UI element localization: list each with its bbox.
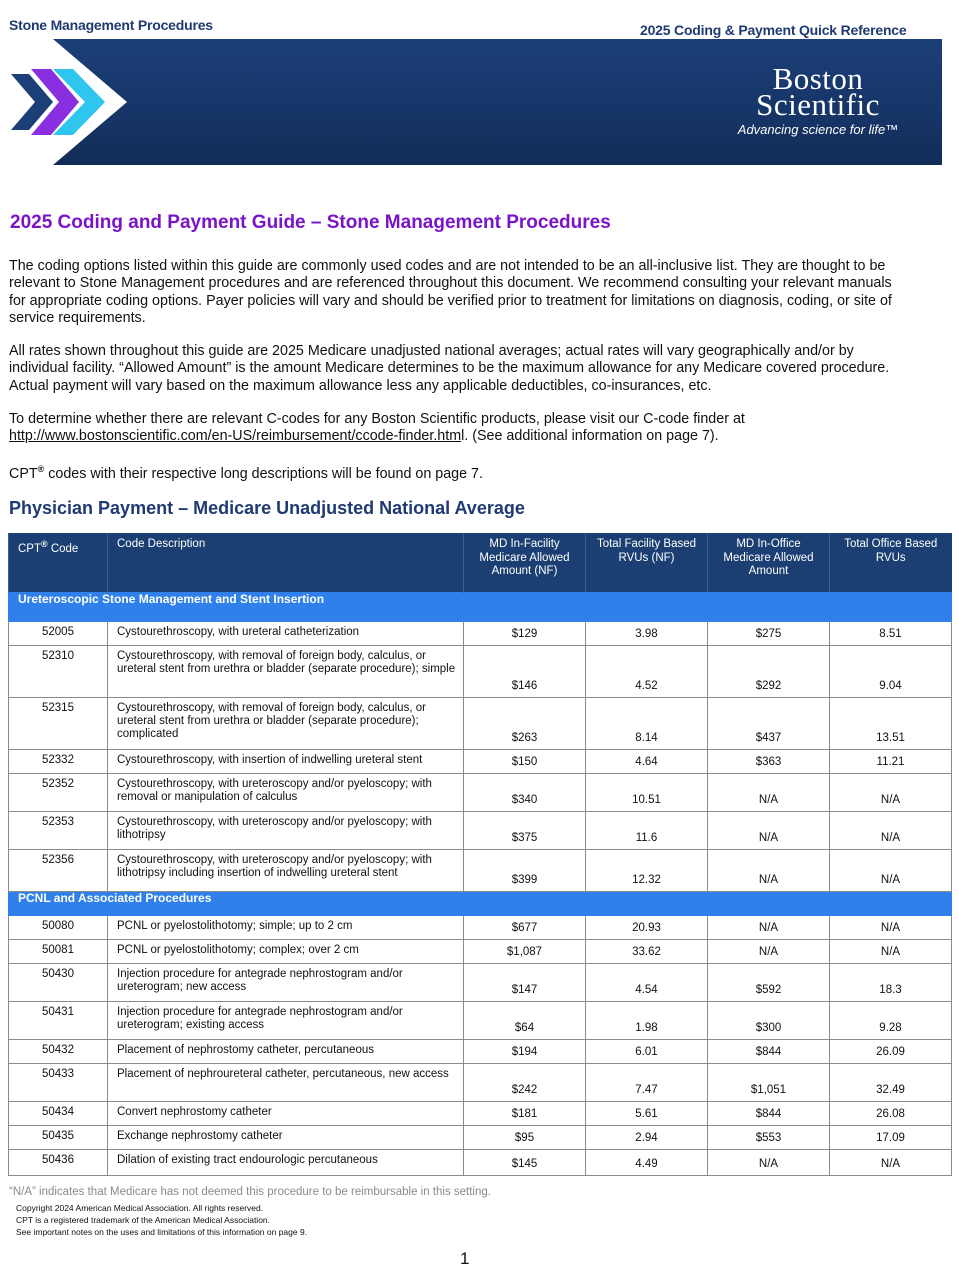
cpt-code-cell: 50435 [9,1125,108,1149]
description-cell: Placement of nephroureteral catheter, percutaneous, new access [108,1063,464,1101]
description-cell: Cystourethroscopy, with ureteroscopy and/or pyeloscopy; with lithotripsy including insertion of indwelling ureteral stent [108,849,464,891]
description-cell: Dilation of existing tract endourologic percutaneous [108,1149,464,1175]
office-rvus-cell: N/A [830,1149,952,1175]
ccode-text: To determine whether there are relevant C-codes for any Boston Scientific products, please visit our C-code finder at [9,411,745,427]
cpt-label: CPT [9,465,38,482]
trademark-note: CPT is a registered trademark of the American Medical Association. [16,1215,271,1225]
logo-tagline: Advancing science for life™ [737,122,899,137]
description-cell: Cystourethroscopy, with ureteroscopy and/or pyeloscopy; with lithotripsy [108,811,464,849]
table-row [9,915,952,939]
logo-text-scientific: Scientific [756,87,880,122]
chevron-arrows-graphic [9,39,149,165]
cpt-code-cell: 52356 [9,849,108,891]
table-row [9,697,952,749]
rates-paragraph: All rates shown throughout this guide are 2025 Medicare unadjusted national averages; actual rates will vary geographically and/or by individual facility. “Allowed Amount” is the amount Medicare determines to be the maximum allowance for any Medicare covered procedure. Actual payment will vary based on the maximum allowance less any applicable deductibles, co-insurances, etc. [9,343,890,394]
header-md-in-facility: MD In-Facility Medicare Allowed Amount (NF) [464,533,586,592]
table-group-row [9,592,952,621]
table-header-row [9,533,952,592]
header-md-in-office: MD In-Office Medicare Allowed Amount [708,533,830,592]
table-row [9,645,952,697]
cpt-code-cell: 50433 [9,1063,108,1101]
page-number: 1 [460,1249,470,1268]
guide-title: 2025 Coding and Payment Guide – Stone Management Procedures [10,212,611,233]
table-row [9,773,952,811]
md-office-amount-cell: N/A [708,849,830,891]
office-rvus-cell: 32.49 [830,1063,952,1101]
description-cell: Cystourethroscopy, with removal of foreign body, calculus, or ureteral stent from urethra or bladder (separate procedure); simple [108,645,464,697]
description-cell: Cystourethroscopy, with ureteroscopy and/or pyeloscopy; with removal or manipulation of calculus [108,773,464,811]
description-cell: PCNL or pyelostolithotomy; simple; up to 2 cm [108,915,464,939]
office-rvus-cell: 26.08 [830,1101,952,1125]
limitations-note: See important notes on the uses and limitations of this information on page 9. [16,1227,308,1237]
facility-rvus-cell: 1.98 [586,1001,708,1039]
table-row [9,849,952,891]
md-office-amount-cell: $275 [708,621,830,645]
table-row [9,749,952,773]
description-cell: Convert nephrostomy catheter [108,1101,464,1125]
table-row [9,1063,952,1101]
md-facility-amount-cell: $263 [464,697,586,749]
table-group-row [9,891,952,915]
facility-rvus-cell: 20.93 [586,915,708,939]
cpt-code-cell: 52005 [9,621,108,645]
header-banner [9,39,942,165]
office-rvus-cell: 9.04 [830,645,952,697]
office-rvus-cell: N/A [830,915,952,939]
facility-rvus-cell: 5.61 [586,1101,708,1125]
cpt-note-paragraph [9,461,909,483]
facility-rvus-cell: 33.62 [586,939,708,963]
md-office-amount-cell: $300 [708,1001,830,1039]
cpt-note-text: codes with their respective long descriptions will be found on page 7. [44,465,483,482]
office-rvus-cell: 13.51 [830,697,952,749]
table-row [9,1001,952,1039]
section-title: Physician Payment – Medicare Unadjusted National Average [9,498,525,518]
office-rvus-cell: 11.21 [830,749,952,773]
table-row [9,1125,952,1149]
intro-paragraph: The coding options listed within this guide are commonly used codes and are not intended to be an all-inclusive list. They are thought to be relevant to Stone Management procedures and are referenced throughout this document. We recommend consulting your relevant manuals for appropriate coding options. Payer policies will vary and should be verified prior to treatment for limitations on diagnosis, coding, or site of service requirements. [9,258,892,327]
cpt-code-cell: 50436 [9,1149,108,1175]
md-facility-amount-cell: $147 [464,963,586,1001]
md-facility-amount-cell: $399 [464,849,586,891]
facility-rvus-cell: 8.14 [586,697,708,749]
logo-text-boston: Boston [772,61,864,96]
table-group-label: PCNL and Associated Procedures [9,891,952,915]
md-facility-amount-cell: $181 [464,1101,586,1125]
md-office-amount-cell: $844 [708,1039,830,1063]
payment-table [8,533,952,1176]
md-facility-amount-cell: $129 [464,621,586,645]
md-office-amount-cell: $844 [708,1101,830,1125]
ccode-paragraph [9,411,909,446]
description-cell: Injection procedure for antegrade nephrostogram and/or ureterogram; existing access [108,1001,464,1039]
md-facility-amount-cell: $340 [464,773,586,811]
header-total-office-rvus: Total Office Based RVUs [830,533,952,592]
md-facility-amount-cell: $677 [464,915,586,939]
md-office-amount-cell: N/A [708,915,830,939]
md-facility-amount-cell: $1,087 [464,939,586,963]
md-facility-amount-cell: $146 [464,645,586,697]
na-footnote: “N/A” indicates that Medicare has not deemed this procedure to be reimbursable in this setting. [9,1186,491,1198]
office-rvus-cell: 26.09 [830,1039,952,1063]
md-facility-amount-cell: $145 [464,1149,586,1175]
office-rvus-cell: 8.51 [830,621,952,645]
table-row [9,1101,952,1125]
facility-rvus-cell: 10.51 [586,773,708,811]
cpt-code-cell: 52352 [9,773,108,811]
table-row [9,939,952,963]
facility-rvus-cell: 2.94 [586,1125,708,1149]
md-facility-amount-cell: $375 [464,811,586,849]
description-cell: Cystourethroscopy, with insertion of indwelling ureteral stent [108,749,464,773]
facility-rvus-cell: 6.01 [586,1039,708,1063]
md-facility-amount-cell: $242 [464,1063,586,1101]
md-office-amount-cell: $363 [708,749,830,773]
md-facility-amount-cell: $95 [464,1125,586,1149]
cpt-code-cell: 50080 [9,915,108,939]
md-office-amount-cell: $592 [708,963,830,1001]
facility-rvus-cell: 3.98 [586,621,708,645]
cpt-code-cell: 50434 [9,1101,108,1125]
header-code-description: Code Description [108,533,464,592]
facility-rvus-cell: 4.64 [586,749,708,773]
header-cpt-code: CPT® Code [9,533,108,592]
md-office-amount-cell: $1,051 [708,1063,830,1101]
office-rvus-cell: N/A [830,849,952,891]
facility-rvus-cell: 4.54 [586,963,708,1001]
ccode-text-after: l. (See additional information on page 7). [461,428,719,445]
boston-scientific-logo [718,61,918,137]
table-row [9,963,952,1001]
table-row [9,1149,952,1175]
cpt-code-cell: 50432 [9,1039,108,1063]
facility-rvus-cell: 7.47 [586,1063,708,1101]
cpt-code-cell: 52315 [9,697,108,749]
registered-mark: ® [37,464,45,474]
facility-rvus-cell: 4.49 [586,1149,708,1175]
description-cell: Cystourethroscopy, with ureteral catheterization [108,621,464,645]
cpt-code-cell: 52353 [9,811,108,849]
table-row [9,621,952,645]
office-rvus-cell: N/A [830,811,952,849]
office-rvus-cell: 9.28 [830,1001,952,1039]
description-cell: Injection procedure for antegrade nephrostogram and/or ureterogram; new access [108,963,464,1001]
description-cell: Placement of nephrostomy catheter, percutaneous [108,1039,464,1063]
md-office-amount-cell: $437 [708,697,830,749]
table-group-label: Ureteroscopic Stone Management and Stent Insertion [9,592,952,621]
md-facility-amount-cell: $150 [464,749,586,773]
table-row [9,811,952,849]
md-facility-amount-cell: $194 [464,1039,586,1063]
md-facility-amount-cell: $64 [464,1001,586,1039]
description-cell: Cystourethroscopy, with removal of foreign body, calculus, or ureteral stent from urethra or bladder (separate procedure); complicated [108,697,464,749]
md-office-amount-cell: $553 [708,1125,830,1149]
quick-reference-title: 2025 Coding & Payment Quick Reference [640,22,907,38]
cpt-code-cell: 50431 [9,1001,108,1039]
cpt-code-cell: 52332 [9,749,108,773]
document-category-title: Stone Management Procedures [9,17,213,33]
facility-rvus-cell: 4.52 [586,645,708,697]
cpt-code-cell: 50430 [9,963,108,1001]
ccode-finder-link[interactable]: http://www.bostonscientific.com/en-US/reimbursement/ccode-finder.htm [9,428,462,445]
md-office-amount-cell: $292 [708,645,830,697]
table-row [9,1039,952,1063]
md-office-amount-cell: N/A [708,811,830,849]
md-office-amount-cell: N/A [708,1149,830,1175]
description-cell: Exchange nephrostomy catheter [108,1125,464,1149]
description-cell: PCNL or pyelostolithotomy; complex; over 2 cm [108,939,464,963]
facility-rvus-cell: 12.32 [586,849,708,891]
md-office-amount-cell: N/A [708,773,830,811]
cpt-code-cell: 50081 [9,939,108,963]
office-rvus-cell: N/A [830,773,952,811]
office-rvus-cell: N/A [830,939,952,963]
cpt-code-cell: 52310 [9,645,108,697]
table-body [9,592,952,1175]
office-rvus-cell: 18.3 [830,963,952,1001]
copyright-note: Copyright 2024 American Medical Association. All rights reserved. [16,1203,264,1213]
facility-rvus-cell: 11.6 [586,811,708,849]
md-office-amount-cell: N/A [708,939,830,963]
office-rvus-cell: 17.09 [830,1125,952,1149]
header-total-facility-rvus: Total Facility Based RVUs (NF) [586,533,708,592]
